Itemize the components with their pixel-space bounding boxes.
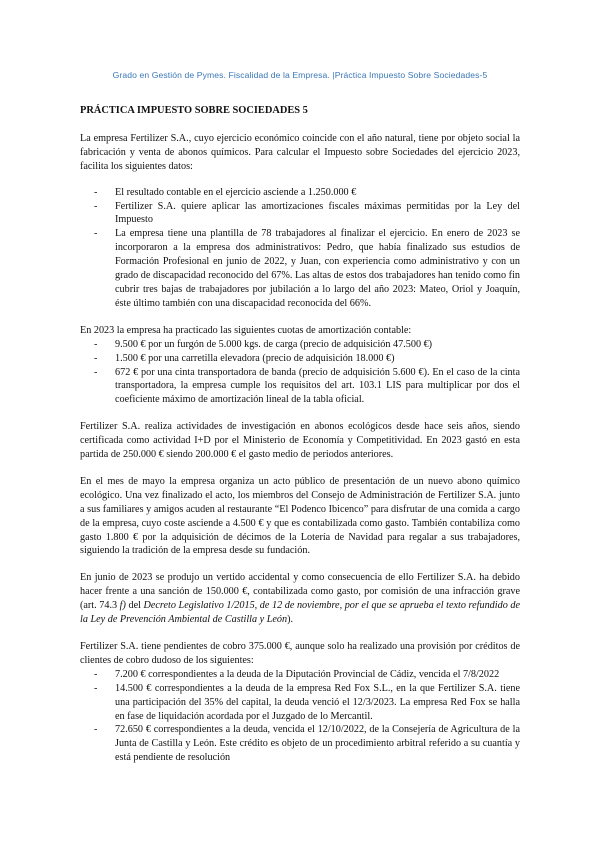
document-title: PRÁCTICA IMPUESTO SOBRE SOCIEDADES 5 [80,105,308,116]
list-item: - La empresa tiene una plantilla de 78 trabajadores al finalizar el ejercicio. En enero de 2023 se incorporaron a la empresa dos administrativos: Pedro, que había finalizado sus estudios de Formación Profesional en junio de 2022, y Juan, con experiencia como administrativo y con un grado de discapacidad reconocido del 67%. Las altas de estos dos trabajadores han tenido como fin cubrir tres bajas de trabajadores por jubilación a lo largo del año 2023: Mateo, Oriol y Joaquín, éste último también con una discapacidad reconocida del 66%. [80,227,520,310]
paragraph-sanction [80,571,520,627]
list-item: - 9.500 € por un furgón de 5.000 kgs. de carga (precio de adquisición 47.500 €) [80,338,520,352]
paragraph-research: Fertilizer S.A. realiza actividades de investigación en abonos ecológicos desde hace seis años, siendo certificada como actividad I+D por el Ministerio de Economía y Competitividad. En 2023 gastó en esta partida de 250.000 € siendo 200.000 € el gasto medio de periodos anteriores. [80,421,520,461]
sanction-letter: f) [119,600,126,612]
section-sanction [80,571,520,627]
amortization-list [80,338,520,408]
sanction-text-after: ). [287,614,294,626]
paragraph-amortization-intro: En 2023 la empresa ha practicado las siguientes cuotas de amortización contable: [80,324,412,336]
sanction-decree-title: Decreto Legislativo 1/2015, de 12 de noviembre, por el que se aprueba el texto refundido de la Ley de Prevención Ambiental de Castilla y León [80,600,520,626]
list-item: - 7.200 € correspondientes a la deuda de la Diputación Provincial de Cádiz, vencida el 7/8/2022 [80,668,520,682]
section-research [80,420,520,462]
paragraph-event-expenses: En el mes de mayo la empresa organiza un acto público de presentación de un nuevo abono químico ecológico. Una vez finalizado el acto, los miembros del Consejo de Administración de Fertilizer S.A. junto a sus familiares y amigos acuden al restaurante “El Podenco Ibicenco” para disfrutar de una comida a cargo de la empresa, cuyo coste asciende a 4.500 € y que es contabilizada como gasto. También contabiliza como gasto 1.800 € por la adquisición de décimos de la Lotería de Navidad para regalar a sus trabajadores, siguiendo la tradición de la empresa desde su fundación. [80,475,520,557]
sanction-text-middle: del [125,600,144,612]
list-item: - El resultado contable en el ejercicio asciende a 1.250.000 € [80,186,520,200]
company-data-list [80,186,520,311]
section-company-data [80,132,520,311]
list-item: - 14.500 € correspondientes a la deuda de la empresa Red Fox S.L., en la que Fertilizer S.A. tiene una participación del 35% del capital, la deuda venció el 12/3/2023. La empresa Red Fox se halla en fase de liquidación acordada por el Juzgado de lo Mercantil. [80,682,520,724]
list-item: - 1.500 € por una carretilla elevadora (precio de adquisición 18.000 €) [80,352,520,366]
list-item: - Fertilizer S.A. quiere aplicar las amortizaciones fiscales máximas permitidas por la Ley del Impuesto [80,200,520,228]
section-event-expenses [80,475,520,558]
paragraph-receivables-intro: Fertilizer S.A. tiene pendientes de cobro 375.000 €, aunque solo ha realizado una provisión por créditos de clientes de cobro dudoso de los siguientes: [80,641,520,666]
sanction-text-before: En junio de 2023 se produjo un vertido accidental y como consecuencia de ello Fertilizer S.A. ha debido hacer frente a una sanción de 150.000 €, contabilizada como gasto, por comisión de una infracción grave (art. 74.3 [80,572,520,612]
list-item: - 72.650 € correspondientes a la deuda, vencida el 12/10/2022, de la Consejería de Agricultura de la Junta de Castilla y León. Este crédito es objeto de un procedimiento arbitral referido a su cuantía y está pendiente de resolución [80,723,520,765]
section-amortization [80,324,520,407]
running-header: Grado en Gestión de Pymes. Fiscalidad de la Empresa. |Práctica Impuesto Sobre Sociedades-5 [112,70,488,80]
document-body [80,104,520,778]
section-receivables [80,640,520,765]
paragraph-intro: La empresa Fertilizer S.A., cuyo ejercicio económico coincide con el año natural, tiene por objeto social la fabricación y venta de abonos químicos. Para calcular el Impuesto sobre Sociedades del ejercicio 2023, facilita los siguientes datos: [80,132,520,172]
list-item: - 672 € por una cinta transportadora de banda (precio de adquisición 5.600 €). En el caso de la cinta transportadora, la empresa cumple los requisitos del art. 103.1 LIS para multiplicar por dos el coeficiente máximo de amortización lineal de la tabla oficial. [80,366,520,408]
receivables-list [80,668,520,765]
